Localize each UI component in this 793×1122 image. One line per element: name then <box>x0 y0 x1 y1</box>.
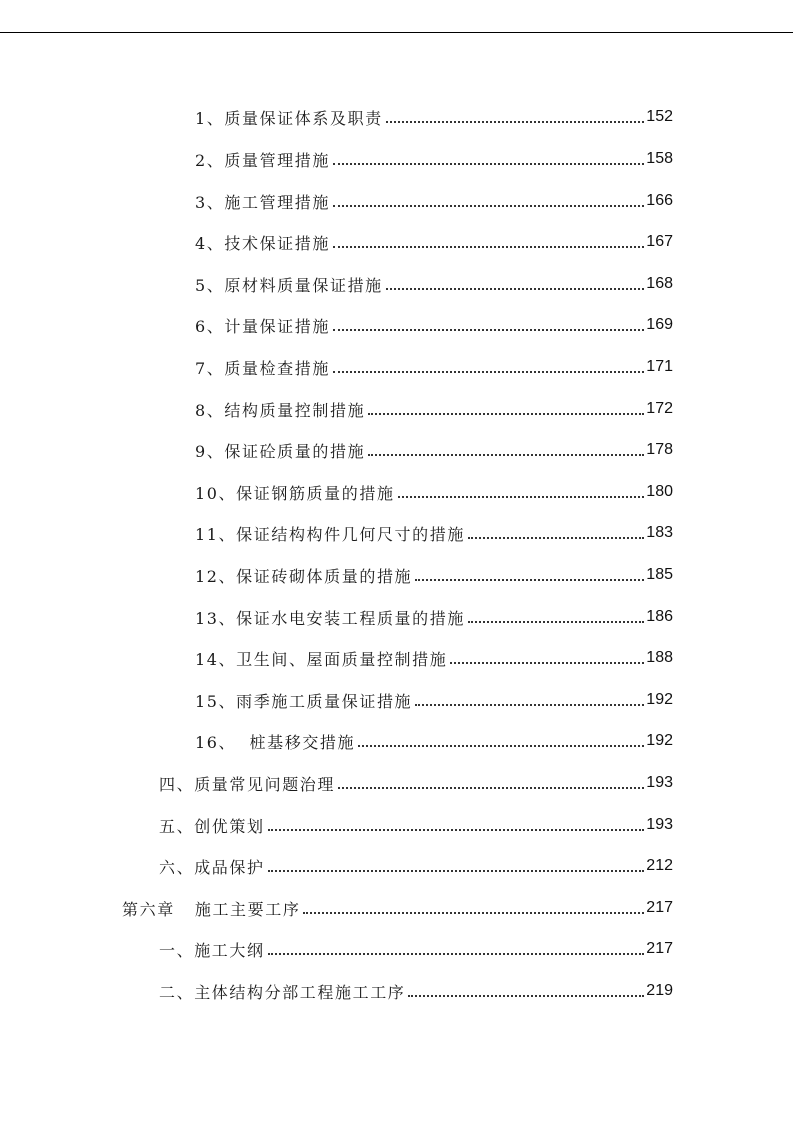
toc-page-number: 166 <box>646 192 673 209</box>
toc-entry[interactable] <box>195 355 673 379</box>
toc-page-number: 183 <box>646 524 673 541</box>
toc-dot-leader <box>468 609 644 623</box>
toc-page-number: 168 <box>646 275 673 292</box>
toc-page-number: 158 <box>646 150 673 167</box>
toc-dot-leader <box>468 525 644 539</box>
toc-page-number: 188 <box>646 649 673 666</box>
toc-entry[interactable] <box>195 189 673 213</box>
toc-entry-label: 1、质量保证体系及职责 <box>195 108 383 128</box>
toc-entry-label: 五、创优策划 <box>159 816 265 836</box>
toc-page-number: 212 <box>646 857 673 874</box>
toc-entry-label: 9、保证砼质量的措施 <box>195 441 366 461</box>
toc-dot-leader <box>303 900 644 914</box>
toc-dot-leader <box>408 983 644 997</box>
toc-entry-label: 二、主体结构分部工程施工工序 <box>159 982 406 1002</box>
toc-entry-label: 15、雨季施工质量保证措施 <box>195 691 413 711</box>
toc-page-number: 180 <box>646 483 673 500</box>
toc-entry-label: 2、质量管理措施 <box>195 150 330 170</box>
toc-dot-leader <box>415 567 644 581</box>
toc-page-number: 217 <box>646 899 673 916</box>
toc-dot-leader <box>368 442 644 456</box>
toc-entry[interactable] <box>195 230 673 254</box>
toc-entry-label: 六、成品保护 <box>159 857 265 877</box>
toc-page-number: 178 <box>646 441 673 458</box>
toc-dot-leader <box>386 276 645 290</box>
toc-dot-leader <box>268 941 645 955</box>
toc-dot-leader <box>415 692 644 706</box>
toc-page-number: 167 <box>646 233 673 250</box>
toc-entry[interactable] <box>195 521 673 545</box>
toc-page-number: 193 <box>646 816 673 833</box>
toc-dot-leader <box>386 109 645 123</box>
toc-dot-leader <box>450 650 644 664</box>
toc-entry[interactable] <box>159 771 673 795</box>
toc-entry[interactable] <box>195 605 673 629</box>
toc-entry[interactable] <box>195 438 673 462</box>
toc-page-number: 217 <box>646 940 673 957</box>
toc-page-number: 185 <box>646 566 673 583</box>
toc-entry[interactable] <box>159 854 673 878</box>
toc-page-number: 219 <box>646 982 673 999</box>
toc-entry[interactable] <box>159 979 673 1003</box>
toc-chapter-entry[interactable] <box>122 896 673 920</box>
toc-dot-leader <box>398 484 645 498</box>
toc-entry-label: 4、技术保证措施 <box>195 233 330 253</box>
toc-page-number: 186 <box>646 608 673 625</box>
toc-dot-leader <box>333 234 644 248</box>
toc-page-number: 172 <box>646 400 673 417</box>
toc-entry[interactable] <box>195 480 673 504</box>
toc-entry-label: 四、质量常见问题治理 <box>159 774 336 794</box>
toc-entry[interactable] <box>195 688 673 712</box>
toc-dot-leader <box>268 858 645 872</box>
toc-entry-label: 10、保证钢筋质量的措施 <box>195 483 395 503</box>
toc-entry[interactable] <box>195 147 673 171</box>
toc-page-number: 192 <box>646 732 673 749</box>
toc-dot-leader <box>333 193 644 207</box>
toc-dot-leader <box>333 151 644 165</box>
toc-entry-label: 一、施工大纲 <box>159 940 265 960</box>
toc-entry[interactable] <box>195 563 673 587</box>
toc-entry[interactable] <box>159 937 673 961</box>
toc-dot-leader <box>268 817 645 831</box>
toc-dot-leader <box>358 733 644 747</box>
toc-entry[interactable] <box>195 646 673 670</box>
toc-dot-leader <box>338 775 644 789</box>
toc-entry-label: 13、保证水电安装工程质量的措施 <box>195 608 465 628</box>
toc-entry-label: 11、保证结构构件几何尺寸的措施 <box>195 524 465 544</box>
toc-dot-leader <box>368 401 644 415</box>
toc-entry-label: 3、施工管理措施 <box>195 192 330 212</box>
toc-page-number: 192 <box>646 691 673 708</box>
toc-page-number: 193 <box>646 774 673 791</box>
toc-entry-label: 第六章 施工主要工序 <box>122 899 301 919</box>
toc-entry-label: 14、卫生间、屋面质量控制措施 <box>195 649 448 669</box>
toc-entry[interactable] <box>195 397 673 421</box>
toc-entry-label: 12、保证砖砌体质量的措施 <box>195 566 413 586</box>
toc-entry[interactable] <box>159 813 673 837</box>
toc-entry-label: 5、原材料质量保证措施 <box>195 275 383 295</box>
toc-entry-label: 6、计量保证措施 <box>195 316 330 336</box>
toc-dot-leader <box>333 317 644 331</box>
toc-dot-leader <box>333 359 644 373</box>
toc-page-number: 171 <box>646 358 673 375</box>
toc-entry-label: 16、 桩基移交措施 <box>195 732 356 752</box>
toc-entry[interactable] <box>195 272 673 296</box>
toc-page-number: 169 <box>646 316 673 333</box>
toc-entry[interactable] <box>195 729 673 753</box>
toc-entry[interactable] <box>195 313 673 337</box>
toc-entry-label: 8、结构质量控制措施 <box>195 400 366 420</box>
toc-page-number: 152 <box>646 108 673 125</box>
toc-entry[interactable] <box>195 105 673 129</box>
toc-entry-label: 7、质量检查措施 <box>195 358 330 378</box>
